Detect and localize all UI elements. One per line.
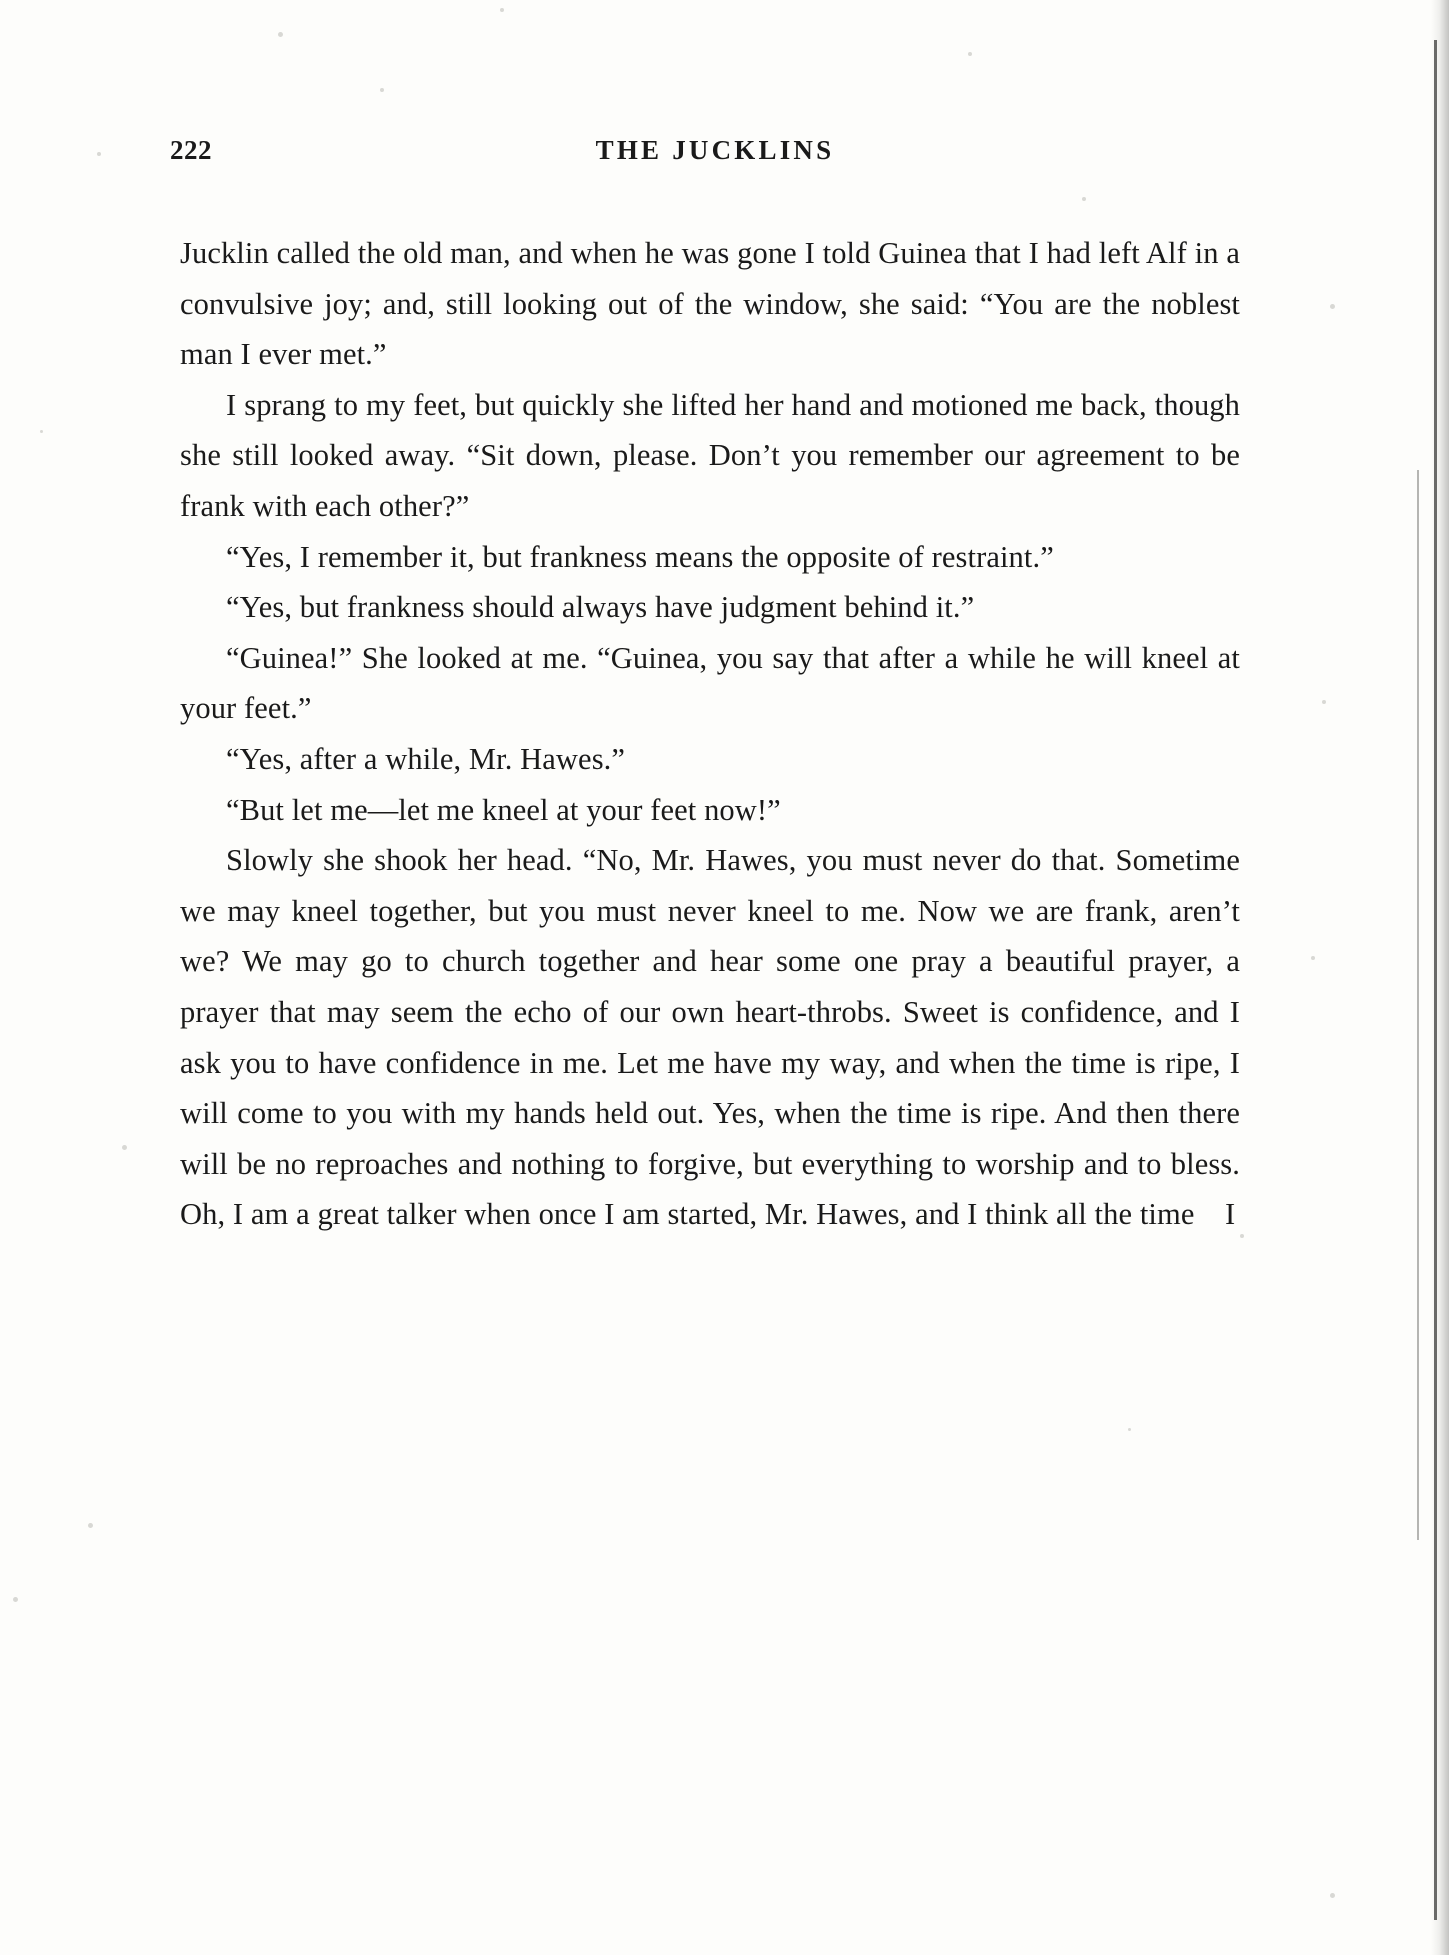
paragraph: “Guinea!” She looked at me. “Guinea, you say that after a while he will kneel at your feet.”: [180, 640, 1240, 726]
scan-speck: [380, 88, 384, 92]
scan-speck: [88, 1523, 93, 1528]
scan-speck: [97, 152, 101, 156]
scan-speck: [1330, 304, 1335, 309]
scan-speck: [278, 32, 283, 37]
scan-edge-line: [1434, 40, 1437, 1920]
scan-speck: [1240, 1234, 1244, 1238]
scan-speck: [40, 430, 43, 433]
page-header: [170, 135, 1260, 169]
page-body: [180, 228, 1240, 1240]
scan-speck: [1311, 956, 1315, 960]
page-number: 222: [170, 135, 212, 165]
scan-speck: [1322, 700, 1326, 704]
scan-speck: [1330, 1893, 1335, 1898]
paragraph: “Yes, after a while, Mr. Hawes.”: [226, 741, 626, 776]
scan-speck: [968, 52, 972, 56]
scan-speck: [1082, 197, 1086, 201]
scan-speck: [13, 1597, 18, 1602]
paragraph: “Yes, but frankness should always have judgment behind it.”: [226, 590, 975, 625]
paragraph: Jucklin called the old man, and when he was gone I told Guinea that I had left Alf in a convulsive joy; and, still looking out of the window, she said: “You are the noblest man I ever met.”: [180, 236, 1240, 372]
scan-speck: [1128, 1428, 1131, 1431]
paragraph: Slowly she shook her head. “No, Mr. Hawes, you must never do that. Sometime we may kneel together, but you must never kneel to me. Now we are frank, aren’t we? We may go to church together and hear some one pray a beautiful prayer, a prayer that may seem the echo of our own heart-throbs. Sweet is confidence, and I ask you to have confidence in me. Let me have my way, and when the time is ripe, I will come to you with my hands held out. Yes, when the time is ripe. And then there will be no reproaches and nothing to forgive, but everything to worship and to bless. Oh, I am a great talker when once I am started, Mr. Hawes, and I think all the time I: [180, 843, 1240, 1232]
scan-speck: [122, 1145, 127, 1150]
running-title: THE JUCKLINS: [595, 135, 835, 165]
paragraph: I sprang to my feet, but quickly she lifted her hand and motioned me back, though she still looked away. “Sit down, please. Don’t you remember our agreement to be frank with each other?”: [180, 387, 1240, 523]
paragraph: “Yes, I remember it, but frankness means the opposite of restraint.”: [226, 539, 1054, 574]
scan-edge-line-secondary: [1417, 470, 1419, 1540]
paragraph: “But let me—let me kneel at your feet now!”: [226, 792, 781, 827]
scan-speck: [500, 8, 504, 12]
